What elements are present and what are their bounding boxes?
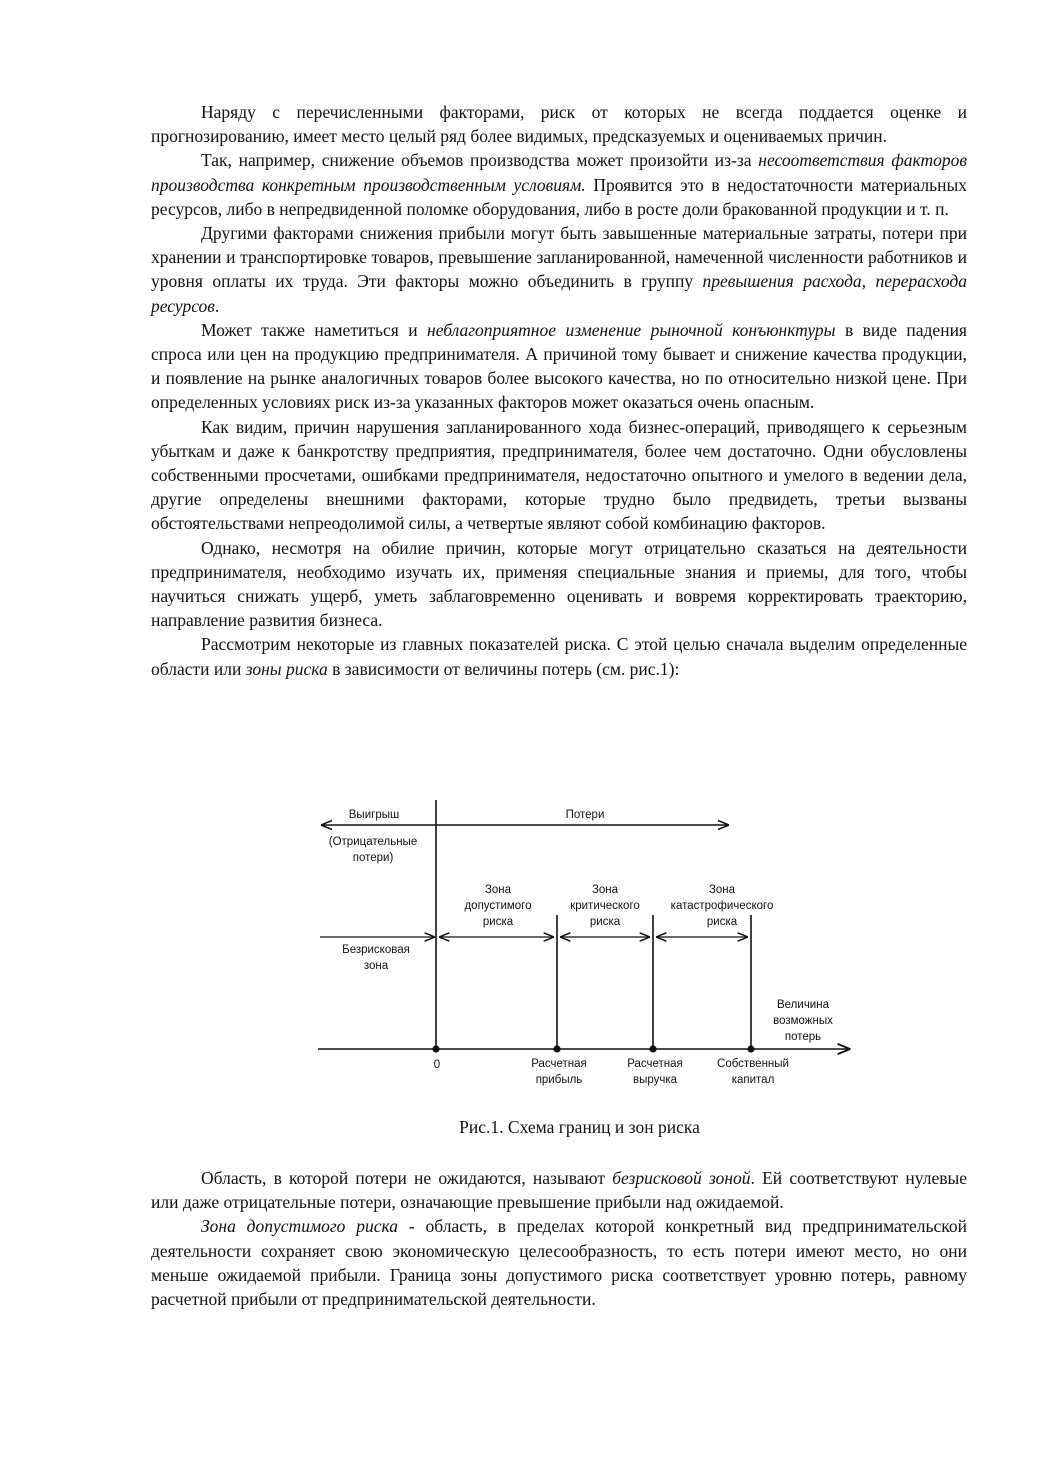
- figure-caption: Рис.1. Схема границ и зон риска: [459, 1117, 700, 1137]
- losses-label: Потери: [565, 809, 605, 821]
- diagram-svg: [300, 795, 860, 1095]
- point-profit-label: прибыль: [535, 1074, 583, 1086]
- win-label: Выигрыш: [348, 809, 400, 821]
- paragraph-8: Область, в которой потери не ожидаются, называют безрисковой зоной. Ей соответствуют нулевые или даже отрицательные потери, означающие превышение прибыли над ожидаемой.: [151, 1168, 967, 1213]
- point-capital-label: Собственный: [717, 1058, 789, 1070]
- magnitude-label: потерь: [784, 1031, 822, 1043]
- paragraph-4: Может также наметиться и неблагоприятное изменение рыночной конъюнктуры в виде падения спроса или цен на продукцию предпринимателя. А причиной тому бывает и снижение качества продукции, и появление на рынке аналогичных товаров более высокого качества, но по относительно низкой цене. При определенных условиях риск из-за указанных факторов может оказаться очень опасным.: [151, 319, 967, 413]
- paragraph-9: Зона допустимого риска - область, в пределах которой конкретный вид предпринимательской деятельности сохраняет свою экономическую целесообразность, то есть потери имеют место, но они меньше ожидаемой прибыли. Граница зоны допустимого риска соответствует уровню потерь, равному расчетной прибыли от предпринимательской деятельности.: [151, 1216, 967, 1310]
- point-profit: [553, 1045, 560, 1052]
- point-revenue: [649, 1045, 656, 1052]
- zone-critical-label: риска: [589, 916, 621, 928]
- zone-critical-label: Зона: [591, 884, 619, 896]
- zone-catastrophic-label: катастрофического: [670, 900, 774, 912]
- paragraph-1: Наряду с перечисленными факторами, риск от которых не всегда поддается оценке и прогнозированию, имеет место целый ряд более видимых, предсказуемых и оцениваемых причин.: [151, 102, 967, 147]
- paragraph-3: Другими факторами снижения прибыли могут быть завышенные материальные затраты, потери при хранении и транспортировке товаров, превышение запланированной, намеченной численности работников и уровня оплаты их труда. Эти факторы можно объединить в группу превышения расхода, перерасхода ресурсов.: [151, 223, 967, 316]
- point-revenue-label: выручка: [632, 1074, 678, 1086]
- paragraph-5: Как видим, причин нарушения запланированного хода бизнес-операций, приводящего к серьезным убыткам и даже к банкротству предприятия, предпринимателя, более чем достаточно. Одни обусловлены собственными просчетами, ошибками предпринимателя, недостаточно опытного и умелого в ведении дела, другие определены внешними факторами, которые трудно было предвидеть, третьи вызваны обстоятельствами непреодолимой силы, а четвертые являют собой комбинацию факторов.: [151, 416, 967, 534]
- zone-admissible-label: Зона: [484, 884, 512, 896]
- zone-admissible-label: допустимого: [464, 900, 532, 912]
- zone-catastrophic-label: риска: [706, 916, 738, 928]
- paragraph-2: Так, например, снижение объемов производства может произойти из-за несоответствия факторов производства конкретным производственным условиям. Проявится это в недостаточности материальных ресурсов, либо в непредвиденной поломке оборудования, либо в росте доли бракованной продукции и т. п.: [151, 150, 967, 219]
- point-revenue-label: Расчетная: [627, 1058, 683, 1070]
- safe-zone-label: Безрисковая: [342, 944, 410, 956]
- body-text-bottom: [151, 1166, 967, 1311]
- emphasis: превышения расхода, перерасхода ресурсов: [151, 271, 967, 316]
- negative-losses-label: (Отрицательные: [328, 836, 418, 848]
- magnitude-label: возможных: [773, 1015, 833, 1027]
- body-text-top: [151, 100, 967, 681]
- zone-admissible-label: риска: [482, 916, 514, 928]
- point-capital: [747, 1045, 754, 1052]
- point-profit-label: Расчетная: [531, 1058, 587, 1070]
- paragraph-6: Однако, несмотря на обилие причин, которые могут отрицательно сказаться на деятельности предпринимателя, необходимо изучать их, применяя специальные знания и приемы, для того, чтобы научиться снижать ущерб, уметь заблаговременно оценивать и вовремя корректировать траекторию, направление развития бизнеса.: [151, 537, 967, 631]
- paragraph-7: Рассмотрим некоторые из главных показателей риска. С этой целью сначала выделим определенные области или зоны риска в зависимости от величины потерь (см. рис.1):: [151, 634, 967, 679]
- emphasis: Зона допустимого риска: [201, 1216, 399, 1237]
- emphasis: несоответствия факторов производства конкретным производственным условиям.: [151, 150, 967, 195]
- emphasis: неблагоприятное изменение рыночной конъюнктуры: [427, 319, 836, 340]
- zone-critical-label: критического: [570, 900, 640, 912]
- risk-zones-diagram: [300, 795, 860, 1095]
- magnitude-label: Величина: [777, 999, 829, 1011]
- point-zero-label: 0: [433, 1059, 441, 1071]
- emphasis: безрисковой зоной: [612, 1168, 751, 1188]
- point-zero: [432, 1045, 439, 1052]
- zone-catastrophic-label: Зона: [708, 884, 736, 896]
- negative-losses-label: потери): [352, 852, 394, 864]
- emphasis: зоны риска: [245, 658, 328, 679]
- safe-zone-label: зона: [363, 960, 389, 972]
- point-capital-label: капитал: [731, 1074, 775, 1086]
